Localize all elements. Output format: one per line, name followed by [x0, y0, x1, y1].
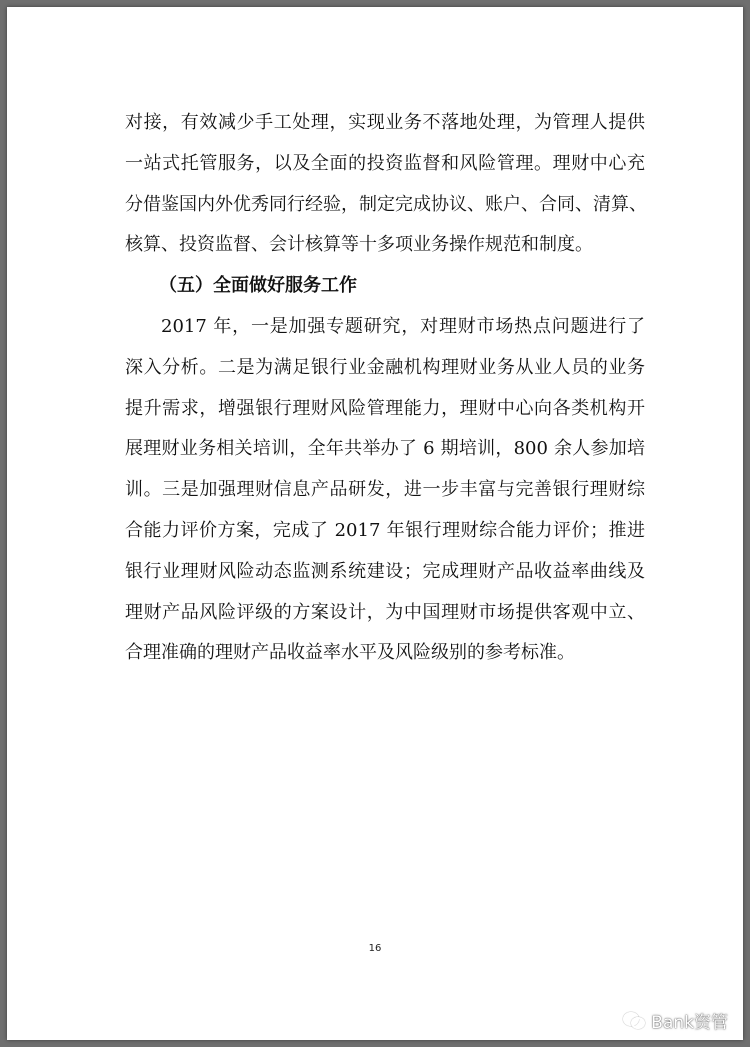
- text-line: 2017 年，一是加强专题研究，对理财市场热点问题进行了: [161, 315, 645, 337]
- page-number: 16: [368, 943, 382, 954]
- text-line: 分借鉴国内外优秀同行经验，制定完成协议、账户、合同、清算、: [125, 193, 647, 215]
- text-line: 银行业理财风险动态监测系统建设；完成理财产品收益率曲线及: [125, 560, 645, 582]
- text-line: 深入分析。二是为满足银行业金融机构理财业务从业人员的业务: [125, 356, 645, 378]
- text-line: 提升需求，增强银行理财风险管理能力，理财中心向各类机构开: [125, 397, 645, 419]
- text-line: 展理财业务相关培训，全年共举办了 6 期培训，800 余人参加培: [125, 438, 645, 460]
- text-line: 合理准确的理财产品收益率水平及风险级别的参考标准。: [125, 642, 575, 664]
- section-heading: （五）全面做好服务工作: [159, 275, 357, 297]
- text-line: 合能力评价方案，完成了 2017 年银行理财综合能力评价；推进: [125, 519, 645, 541]
- wechat-icon: [623, 1012, 645, 1030]
- text-line: 对接，有效减少手工处理，实现业务不落地处理，为管理人提供: [125, 112, 645, 133]
- text-line: 理财产品风险评级的方案设计，为中国理财市场提供客观中立、: [125, 601, 645, 623]
- watermark: [623, 1008, 728, 1033]
- watermark-text: Bank资管: [651, 1013, 728, 1033]
- page-content: [125, 103, 645, 674]
- document-page: [7, 7, 743, 1040]
- text-line: 一站式托管服务，以及全面的投资监督和风险管理。理财中心充: [125, 152, 645, 174]
- text-line: 训。三是加强理财信息产品研发，进一步丰富与完善银行理财综: [125, 479, 645, 501]
- text-line: 核算、投资监督、会计核算等十多项业务操作规范和制度。: [125, 234, 593, 256]
